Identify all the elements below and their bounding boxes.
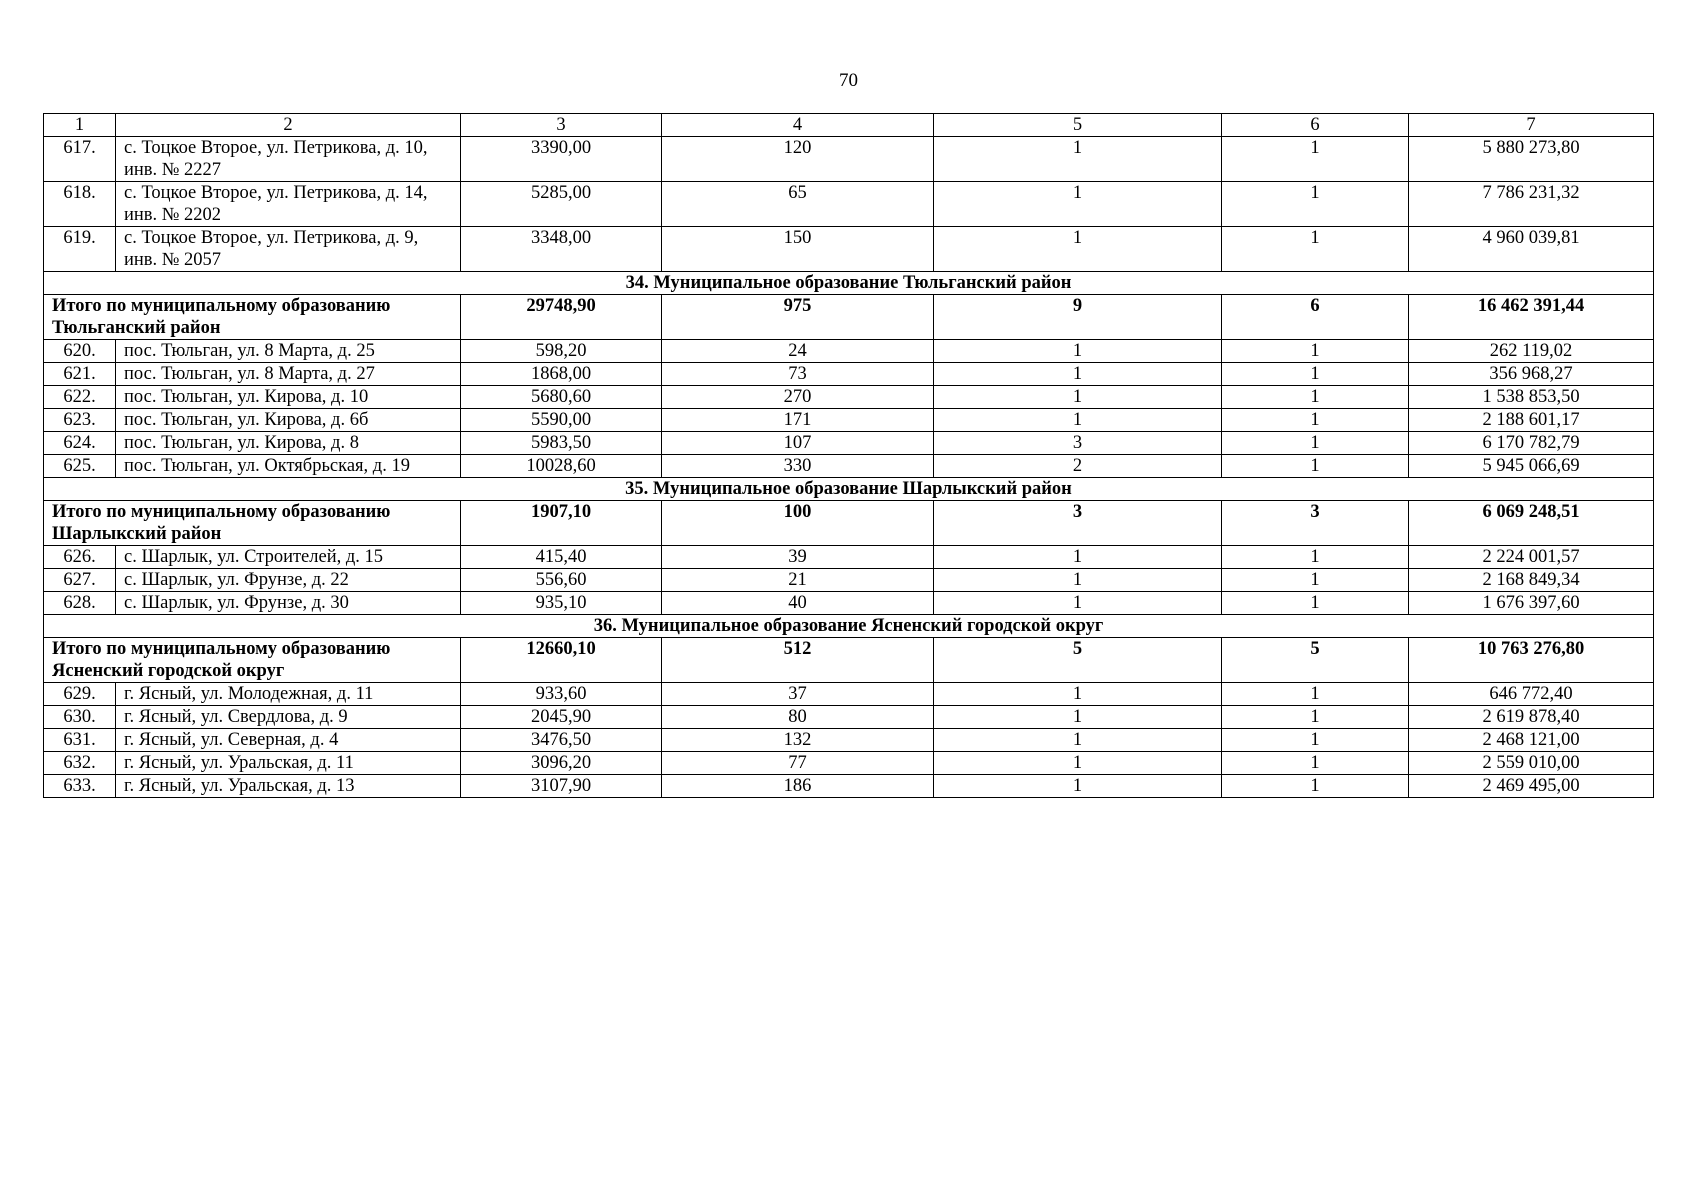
table-body <box>44 114 1654 798</box>
column-number: 5 <box>934 114 1222 137</box>
subtotal-area: 1907,10 <box>461 501 662 546</box>
table-row <box>44 569 1654 592</box>
address-cell: г. Ясный, ул. Молодежная, д. 11 <box>116 683 461 706</box>
row-number: 630. <box>44 706 116 729</box>
row-number: 617. <box>44 137 116 182</box>
col6-cell: 1 <box>1222 432 1409 455</box>
residents-cell: 132 <box>662 729 934 752</box>
subtotal-area: 29748,90 <box>461 295 662 340</box>
col5-cell: 1 <box>934 409 1222 432</box>
residents-cell: 80 <box>662 706 934 729</box>
column-number: 6 <box>1222 114 1409 137</box>
row-number: 621. <box>44 363 116 386</box>
address-cell: с. Шарлык, ул. Строителей, д. 15 <box>116 546 461 569</box>
area-cell: 598,20 <box>461 340 662 363</box>
area-cell: 935,10 <box>461 592 662 615</box>
cost-cell: 356 968,27 <box>1409 363 1654 386</box>
col5-cell: 1 <box>934 706 1222 729</box>
table-row <box>44 706 1654 729</box>
cost-cell: 2 619 878,40 <box>1409 706 1654 729</box>
col5-cell: 1 <box>934 729 1222 752</box>
col5-cell: 1 <box>934 775 1222 798</box>
cost-cell: 2 469 495,00 <box>1409 775 1654 798</box>
area-cell: 2045,90 <box>461 706 662 729</box>
row-number: 619. <box>44 227 116 272</box>
col5-cell: 1 <box>934 683 1222 706</box>
subtotal-label: Итого по муниципальному образованию Ясненский городской округ <box>44 638 461 683</box>
row-number: 620. <box>44 340 116 363</box>
table-row <box>44 775 1654 798</box>
page-number: 70 <box>839 70 858 91</box>
cost-cell: 2 224 001,57 <box>1409 546 1654 569</box>
area-cell: 5680,60 <box>461 386 662 409</box>
column-number: 2 <box>116 114 461 137</box>
subtotal-residents: 975 <box>662 295 934 340</box>
subtotal-label: Итого по муниципальному образованию Шарлыкский район <box>44 501 461 546</box>
area-cell: 556,60 <box>461 569 662 592</box>
col6-cell: 1 <box>1222 683 1409 706</box>
residents-cell: 24 <box>662 340 934 363</box>
subtotal-label: Итого по муниципальному образованию Тюльганский район <box>44 295 461 340</box>
address-cell: с. Шарлык, ул. Фрунзе, д. 22 <box>116 569 461 592</box>
column-number: 3 <box>461 114 662 137</box>
address-cell: с. Тоцкое Второе, ул. Петрикова, д. 14, инв. № 2202 <box>116 182 461 227</box>
col6-cell: 1 <box>1222 729 1409 752</box>
cost-cell: 2 188 601,17 <box>1409 409 1654 432</box>
address-cell: с. Шарлык, ул. Фрунзе, д. 30 <box>116 592 461 615</box>
residents-cell: 37 <box>662 683 934 706</box>
cost-cell: 2 468 121,00 <box>1409 729 1654 752</box>
subtotal-row <box>44 501 1654 546</box>
col5-cell: 1 <box>934 592 1222 615</box>
cost-cell: 262 119,02 <box>1409 340 1654 363</box>
subtotal-cost: 16 462 391,44 <box>1409 295 1654 340</box>
row-number: 629. <box>44 683 116 706</box>
address-cell: с. Тоцкое Второе, ул. Петрикова, д. 9, инв. № 2057 <box>116 227 461 272</box>
col5-cell: 1 <box>934 569 1222 592</box>
cost-cell: 2 168 849,34 <box>1409 569 1654 592</box>
residents-cell: 21 <box>662 569 934 592</box>
table-row <box>44 683 1654 706</box>
col6-cell: 1 <box>1222 706 1409 729</box>
residents-cell: 40 <box>662 592 934 615</box>
area-cell: 3107,90 <box>461 775 662 798</box>
section-header-row <box>44 615 1654 638</box>
address-cell: пос. Тюльган, ул. Октябрьская, д. 19 <box>116 455 461 478</box>
area-cell: 415,40 <box>461 546 662 569</box>
col6-cell: 1 <box>1222 775 1409 798</box>
cost-cell: 646 772,40 <box>1409 683 1654 706</box>
address-cell: пос. Тюльган, ул. Кирова, д. 10 <box>116 386 461 409</box>
residents-cell: 65 <box>662 182 934 227</box>
residents-cell: 73 <box>662 363 934 386</box>
table-row <box>44 386 1654 409</box>
col5-cell: 1 <box>934 137 1222 182</box>
area-cell: 1868,00 <box>461 363 662 386</box>
cost-cell: 5 945 066,69 <box>1409 455 1654 478</box>
subtotal-row <box>44 295 1654 340</box>
residents-cell: 171 <box>662 409 934 432</box>
row-number: 631. <box>44 729 116 752</box>
area-cell: 3390,00 <box>461 137 662 182</box>
row-number: 624. <box>44 432 116 455</box>
col5-cell: 1 <box>934 182 1222 227</box>
area-cell: 3476,50 <box>461 729 662 752</box>
table-row <box>44 455 1654 478</box>
address-cell: пос. Тюльган, ул. 8 Марта, д. 25 <box>116 340 461 363</box>
section-header-row <box>44 272 1654 295</box>
col6-cell: 1 <box>1222 386 1409 409</box>
subtotal-cost: 6 069 248,51 <box>1409 501 1654 546</box>
table-row <box>44 752 1654 775</box>
address-cell: г. Ясный, ул. Свердлова, д. 9 <box>116 706 461 729</box>
cost-cell: 1 538 853,50 <box>1409 386 1654 409</box>
address-cell: пос. Тюльган, ул. 8 Марта, д. 27 <box>116 363 461 386</box>
row-number: 627. <box>44 569 116 592</box>
row-number: 623. <box>44 409 116 432</box>
table-row <box>44 137 1654 182</box>
subtotal-col5: 3 <box>934 501 1222 546</box>
col5-cell: 1 <box>934 752 1222 775</box>
area-cell: 3348,00 <box>461 227 662 272</box>
subtotal-row <box>44 638 1654 683</box>
cost-cell: 6 170 782,79 <box>1409 432 1654 455</box>
col6-cell: 1 <box>1222 409 1409 432</box>
column-number: 1 <box>44 114 116 137</box>
subtotal-residents: 100 <box>662 501 934 546</box>
col5-cell: 1 <box>934 386 1222 409</box>
col5-cell: 2 <box>934 455 1222 478</box>
subtotal-col5: 5 <box>934 638 1222 683</box>
address-cell: г. Ясный, ул. Уральская, д. 13 <box>116 775 461 798</box>
row-number: 622. <box>44 386 116 409</box>
address-cell: г. Ясный, ул. Северная, д. 4 <box>116 729 461 752</box>
address-cell: с. Тоцкое Второе, ул. Петрикова, д. 10, инв. № 2227 <box>116 137 461 182</box>
section-header-row <box>44 478 1654 501</box>
col6-cell: 1 <box>1222 455 1409 478</box>
subtotal-area: 12660,10 <box>461 638 662 683</box>
col5-cell: 3 <box>934 432 1222 455</box>
address-cell: пос. Тюльган, ул. Кирова, д. 8 <box>116 432 461 455</box>
row-number: 625. <box>44 455 116 478</box>
cost-cell: 7 786 231,32 <box>1409 182 1654 227</box>
col6-cell: 1 <box>1222 363 1409 386</box>
subtotal-residents: 512 <box>662 638 934 683</box>
col6-cell: 1 <box>1222 752 1409 775</box>
table-row <box>44 432 1654 455</box>
col6-cell: 1 <box>1222 182 1409 227</box>
address-cell: г. Ясный, ул. Уральская, д. 11 <box>116 752 461 775</box>
col6-cell: 1 <box>1222 569 1409 592</box>
subtotal-col6: 5 <box>1222 638 1409 683</box>
column-number: 7 <box>1409 114 1654 137</box>
table-row <box>44 546 1654 569</box>
table-row <box>44 182 1654 227</box>
residents-cell: 39 <box>662 546 934 569</box>
residents-cell: 120 <box>662 137 934 182</box>
col6-cell: 1 <box>1222 546 1409 569</box>
subtotal-col6: 3 <box>1222 501 1409 546</box>
table-row <box>44 592 1654 615</box>
col5-cell: 1 <box>934 227 1222 272</box>
subtotal-col6: 6 <box>1222 295 1409 340</box>
cost-cell: 4 960 039,81 <box>1409 227 1654 272</box>
address-cell: пос. Тюльган, ул. Кирова, д. 6б <box>116 409 461 432</box>
residents-cell: 77 <box>662 752 934 775</box>
col6-cell: 1 <box>1222 137 1409 182</box>
column-number-row <box>44 114 1654 137</box>
area-cell: 5285,00 <box>461 182 662 227</box>
area-cell: 3096,20 <box>461 752 662 775</box>
col5-cell: 1 <box>934 363 1222 386</box>
area-cell: 5590,00 <box>461 409 662 432</box>
table-row <box>44 363 1654 386</box>
row-number: 618. <box>44 182 116 227</box>
area-cell: 10028,60 <box>461 455 662 478</box>
section-title: 35. Муниципальное образование Шарлыкский район <box>44 478 1654 501</box>
row-number: 626. <box>44 546 116 569</box>
cost-cell: 1 676 397,60 <box>1409 592 1654 615</box>
area-cell: 5983,50 <box>461 432 662 455</box>
section-title: 36. Муниципальное образование Ясненский городской округ <box>44 615 1654 638</box>
section-title: 34. Муниципальное образование Тюльганский район <box>44 272 1654 295</box>
residents-cell: 330 <box>662 455 934 478</box>
col6-cell: 1 <box>1222 592 1409 615</box>
col6-cell: 1 <box>1222 340 1409 363</box>
column-number: 4 <box>662 114 934 137</box>
table-row <box>44 409 1654 432</box>
table-row <box>44 729 1654 752</box>
housing-register-table <box>43 113 1654 798</box>
row-number: 632. <box>44 752 116 775</box>
row-number: 633. <box>44 775 116 798</box>
residents-cell: 186 <box>662 775 934 798</box>
row-number: 628. <box>44 592 116 615</box>
area-cell: 933,60 <box>461 683 662 706</box>
cost-cell: 2 559 010,00 <box>1409 752 1654 775</box>
residents-cell: 107 <box>662 432 934 455</box>
subtotal-col5: 9 <box>934 295 1222 340</box>
col5-cell: 1 <box>934 340 1222 363</box>
cost-cell: 5 880 273,80 <box>1409 137 1654 182</box>
col6-cell: 1 <box>1222 227 1409 272</box>
residents-cell: 270 <box>662 386 934 409</box>
col5-cell: 1 <box>934 546 1222 569</box>
subtotal-cost: 10 763 276,80 <box>1409 638 1654 683</box>
table-row <box>44 340 1654 363</box>
residents-cell: 150 <box>662 227 934 272</box>
table-row <box>44 227 1654 272</box>
